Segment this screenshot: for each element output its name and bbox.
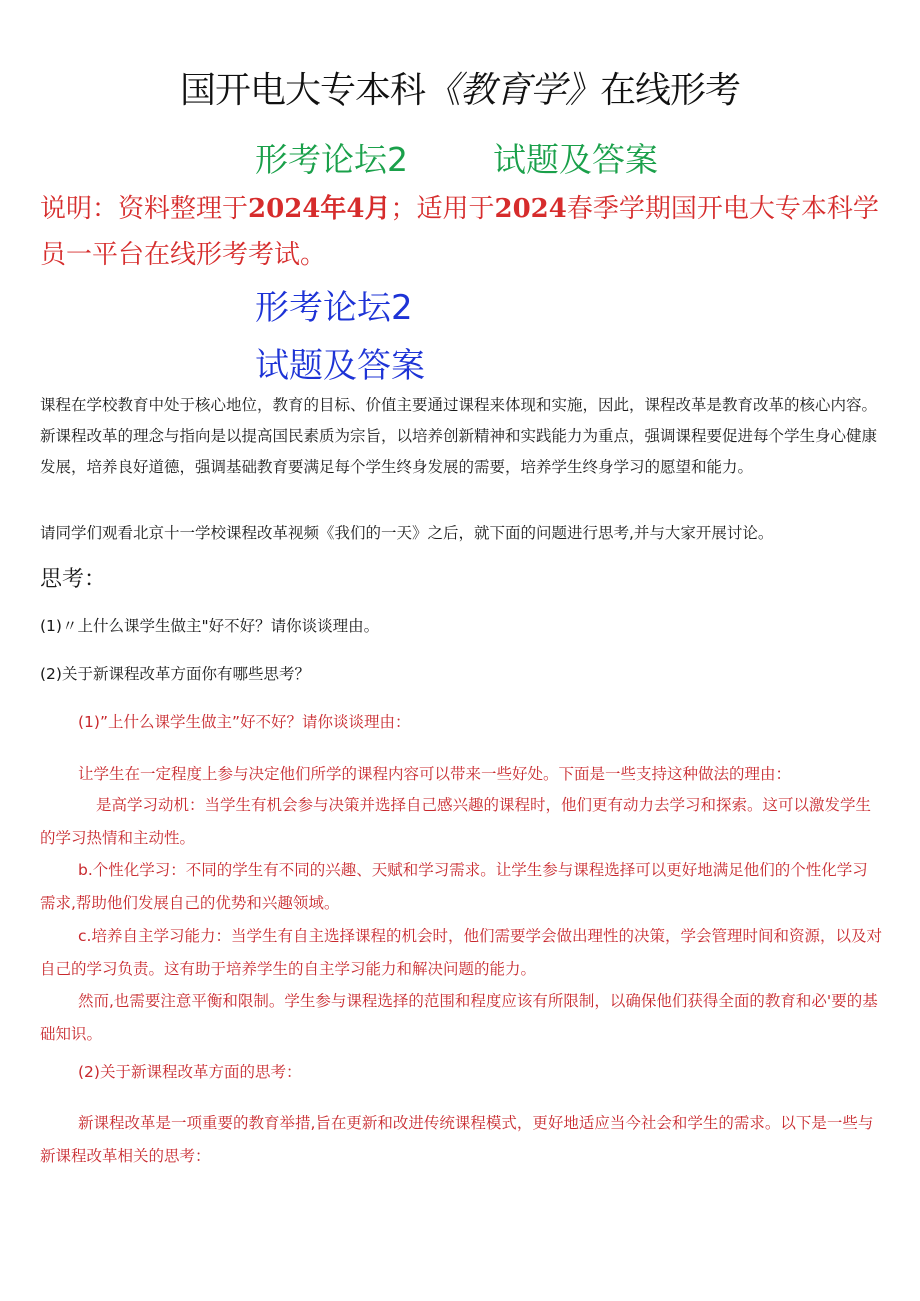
answer-point-d: 然而,也需要注意平衡和限制。学生参与课程选择的范围和程度应该有所限制，以确保他们获得全面的教育和必'要的基础知识。 (40, 992, 878, 1043)
note-date: 2024年4月 (248, 194, 391, 224)
note-suffix: 春季学期国开电大专本科学员一平台在线形考考试。 (40, 194, 879, 270)
question-1: (1)〃上什么课学生做主"好不好？请你谈谈理由。 (40, 617, 380, 635)
answer-q2-intro: 新课程改革是一项重要的教育举措,旨在更新和改进传统课程模式，更好地适应当今社会和学生的需求。以下是一些与新课程改革相关的思考： (40, 1114, 874, 1165)
think-label: 思考： (40, 567, 107, 592)
intro-paragraph: 课程在学校教育中处于核心地位，教育的目标、价值主要通过课程来体现和实施，因此，课程改革是教育改革的核心内容。新课程改革的理念与指向是以提高国民素质为宗旨，以培养创新精神和实践能力为重点，强调课程要促进每个学生身心健康发展，培养良好道德，强调基础教育要满足每个学生终身发展的需要，培养学生终身学习的愿望和能力。 (40, 396, 878, 476)
answer-point-c: c.培养自主学习能力：当学生有自主选择课程的机会时，他们需要学会做出理性的决策，学会管理时间和资源，以及对自己的学习负责。这有助于培养学生的自主学习能力和解决问题的能力。 (40, 927, 882, 978)
description-note (40, 186, 890, 278)
subtitle-left: 形考论坛2 (255, 140, 408, 179)
question-2: (2)关于新课程改革方面你有哪些思考？ (40, 665, 310, 683)
note-term: 2024 (494, 194, 567, 224)
note-mid: ；适用于 (390, 194, 495, 224)
note-prefix: 说明：资料整理于 (40, 194, 249, 224)
subtitle-right: 试题及答案 (493, 140, 658, 179)
answer-q1-heading: (1)”上什么课学生做主”好不好？请你谈谈理由： (78, 713, 411, 731)
title-part1: 国开电大专本科 (179, 70, 425, 111)
answer-q2-heading: (2)关于新课程改革方面的思考： (78, 1063, 302, 1081)
title-course-name: 《教育学》 (424, 70, 600, 111)
answer-q1-intro: 让学生在一定程度上参与决定他们所学的课程内容可以带来一些好处。下面是一些支持这种做法的理由： (78, 765, 792, 783)
heading-line2: 试题及答案 (255, 346, 425, 386)
title-part3: 在线形考 (600, 70, 741, 111)
answer-point-a: 是高学习动机：当学生有机会参与决策并选择自己感兴趣的课程时，他们更有动力去学习和探索。这可以激发学生的学习热情和主动性。 (40, 796, 872, 847)
page-title (0, 62, 920, 113)
heading-line1: 形考论坛2 (255, 288, 413, 328)
intro-instruction: 请同学们观看北京十一学校课程改革视频《我们的一天》之后，就下面的问题进行思考,并与大家开展讨论。 (40, 524, 774, 542)
answer-point-b: b.个性化学习：不同的学生有不同的兴趣、天赋和学习需求。让学生参与课程选择可以更好地满足他们的个性化学习需求,帮助他们发展自己的优势和兴趣领域。 (40, 861, 868, 912)
